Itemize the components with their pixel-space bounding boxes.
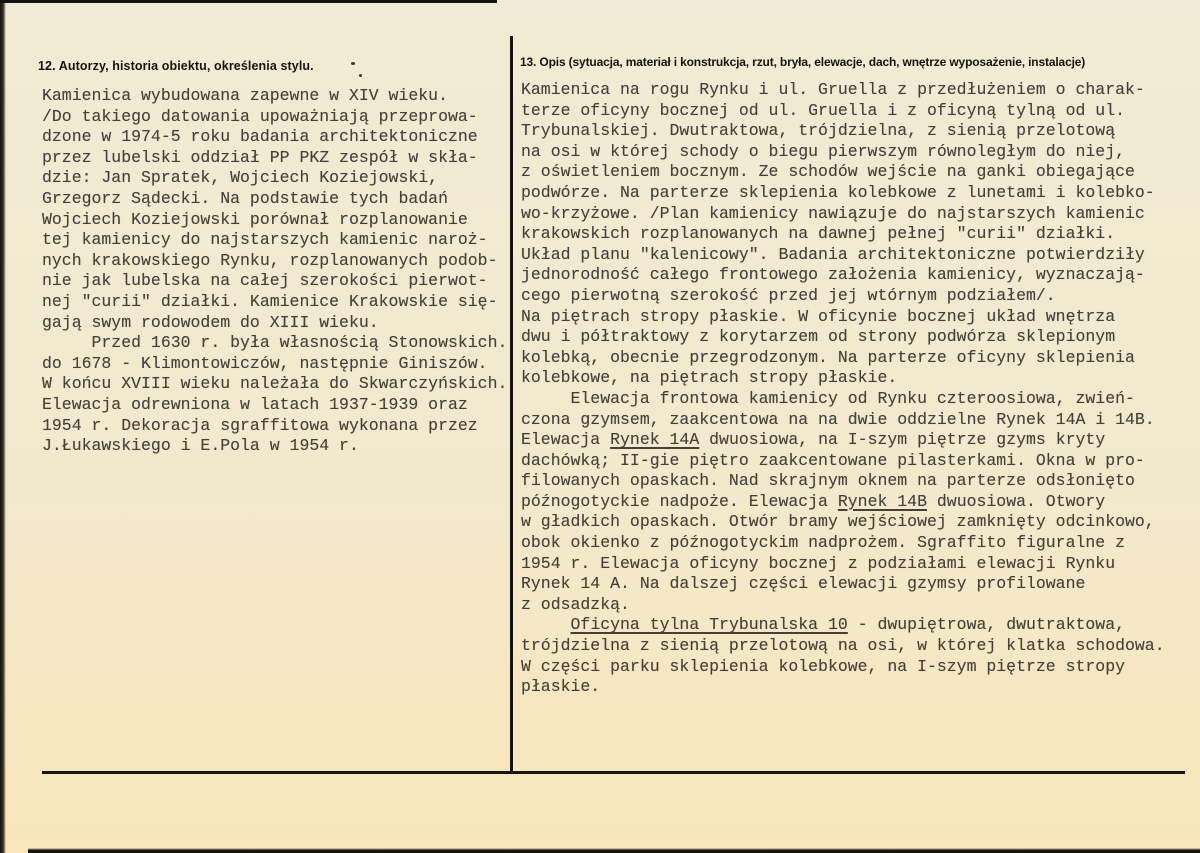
text-line: nie jak lubelska na całej szerokości pierwot-: [42, 271, 488, 291]
text-line: jednorodność całego frontowego założenia kamienicy, wyznaczają-: [521, 265, 1145, 285]
text-line: Grzegorz Sądecki. Na podstawie tych badań: [42, 188, 448, 208]
text-line: Układ planu "kalenicowy". Badania architektoniczne potwierdziły: [521, 244, 1145, 264]
text-line: Kamienica na rogu Rynku i ul. Gruella z przedłużeniem o charak-: [521, 80, 1145, 99]
scan-edge-top: [0, 0, 497, 3]
scan-edge-left: [0, 0, 6, 853]
text-line: W części parku sklepienia kolebkowe, na I-szym piętrze stropy: [521, 656, 1125, 676]
text-line: Elewacja odrewniona w latach 1937-1939 oraz: [42, 394, 468, 414]
text-line: czona gzymsem, zaakcentowa na na dwie oddzielne Rynek 14A i 14B.: [521, 409, 1155, 429]
section-12-text-column: [42, 86, 507, 457]
text-line: J.Łukawskiego i E.Pola w 1954 r.: [42, 436, 359, 456]
text-line: kolebką, obecnie przegrodzonym. Na parterze oficyny sklepienia: [521, 347, 1135, 367]
text-line: w gładkich opaskach. Otwór bramy wejściowej zamknięty odcinkowo,: [521, 512, 1155, 532]
text-line: Trybunalskiej. Dwutraktowa, trójdzielna, z sienią przelotową: [521, 121, 1116, 141]
text-line: terze oficyny bocznej od ul. Gruella i z oficyną tylną od ul.: [521, 100, 1125, 120]
text-line: /Do takiego datowania upoważniają przeprowa-: [42, 106, 478, 126]
scan-edge-bottom: [28, 848, 1200, 853]
text-line: kolebkowe, na piętrach stropy płaskie.: [521, 368, 898, 388]
text-line: Kamienica wybudowana zapewne w XIV wieku.: [42, 86, 448, 105]
text-line: nej "curii" działki. Kamienice Krakowskie się-: [42, 291, 498, 311]
text-line: trójdzielna z sienią przelotową na osi, w której klatka schodowa.: [521, 636, 1165, 656]
text-line: późnogotyckie nadpoże. Elewacja Rynek 14B dwuosiowa. Otwory: [521, 491, 1106, 511]
text-line: wo-krzyżowe. /Plan kamienicy nawiązuje do najstarszych kamienic: [521, 203, 1145, 223]
text-line: dachówką; II-gie piętro zaakcentowane pilasterkami. Okna w pro-: [521, 450, 1145, 470]
section-13-header: 13. Opis (sytuacja, materiał i konstrukcja, rzut, bryła, elewacje, dach, wnętrze wyposażenie, instalacje): [520, 55, 1086, 69]
section-bottom-rule: [42, 771, 1185, 774]
text-line: Przed 1630 r. była własnością Stonowskich.: [42, 333, 508, 353]
scan-speck: [359, 74, 362, 77]
text-line: do 1678 - Klimontowiczów, następnie Giniszów.: [42, 353, 488, 373]
text-line: W końcu XVIII wieku należała do Skwarczyńskich.: [42, 374, 508, 394]
text-line: obok okienko z późnogotyckim nadprożem. Sgraffito figuralne z: [521, 533, 1125, 553]
text-line: krakowskich rozplanowanych na dawnej pełnej "curii" działki.: [521, 224, 1116, 244]
text-line: 1954 r. Dekoracja sgraffitowa wykonana przez: [42, 415, 478, 435]
text-line: Rynek 14 A. Na dalszej części elewacji gzymsy profilowane: [521, 574, 1086, 594]
text-line: 1954 r. Elewacja oficyny bocznej z podziałami elewacji Rynku: [521, 553, 1116, 573]
section-12-header: 12. Autorzy, historia obiektu, określenia stylu.: [38, 59, 314, 73]
text-line: filowanych opaskach. Nad skrajnym oknem na parterze odsłonięto: [521, 471, 1135, 491]
text-line: dwu i półtraktowy z korytarzem od strony podwórza sklepionym: [521, 327, 1116, 347]
text-line: nych krakowskiego Rynku, rozplanowanych podob-: [42, 250, 498, 270]
text-line: przez lubelski oddział PP PKZ zespół w skła-: [42, 147, 478, 167]
text-line: Wojciech Koziejowski porównał rozplanowanie: [42, 209, 468, 229]
text-line: podwórze. Na parterze sklepienia kolebkowe z lunetami i kolebko-: [521, 182, 1155, 202]
text-line: dzie: Jan Spratek, Wojciech Koziejowski,: [42, 168, 439, 188]
text-line: gają swym rodowodem do XIII wieku.: [42, 312, 379, 332]
text-line: na osi w której schody o biegu pierwszym równoległym do niej,: [521, 141, 1125, 161]
text-line: cego pierwotną szerokość przed jej wtórnym podziałem/.: [521, 285, 1056, 305]
text-line: z oświetleniem bocznym. Ze schodów wejście na ganki obiegające: [521, 162, 1135, 182]
text-line: z odsadzką.: [521, 594, 630, 614]
section-13-text-column: [521, 80, 1165, 698]
text-line: tej kamienicy do najstarszych kamienic naroż-: [42, 230, 488, 250]
text-line: płaskie.: [521, 677, 601, 697]
column-divider-rule: [510, 36, 513, 773]
text-line: Elewacja Rynek 14A dwuosiowa, na I-szym piętrze gzyms kryty: [521, 430, 1106, 450]
text-line: Na piętrach stropy płaskie. W oficynie bocznej układ wnętrza: [521, 306, 1116, 326]
text-line: Oficyna tylna Trybunalska 10 - dwupiętrowa, dwutraktowa,: [570, 615, 1126, 635]
scan-speck: [351, 62, 355, 65]
text-line: dzone w 1974-5 roku badania architektoniczne: [42, 127, 478, 147]
text-line: Elewacja frontowa kamienicy od Rynku czteroosiowa, zwień-: [521, 388, 1135, 408]
